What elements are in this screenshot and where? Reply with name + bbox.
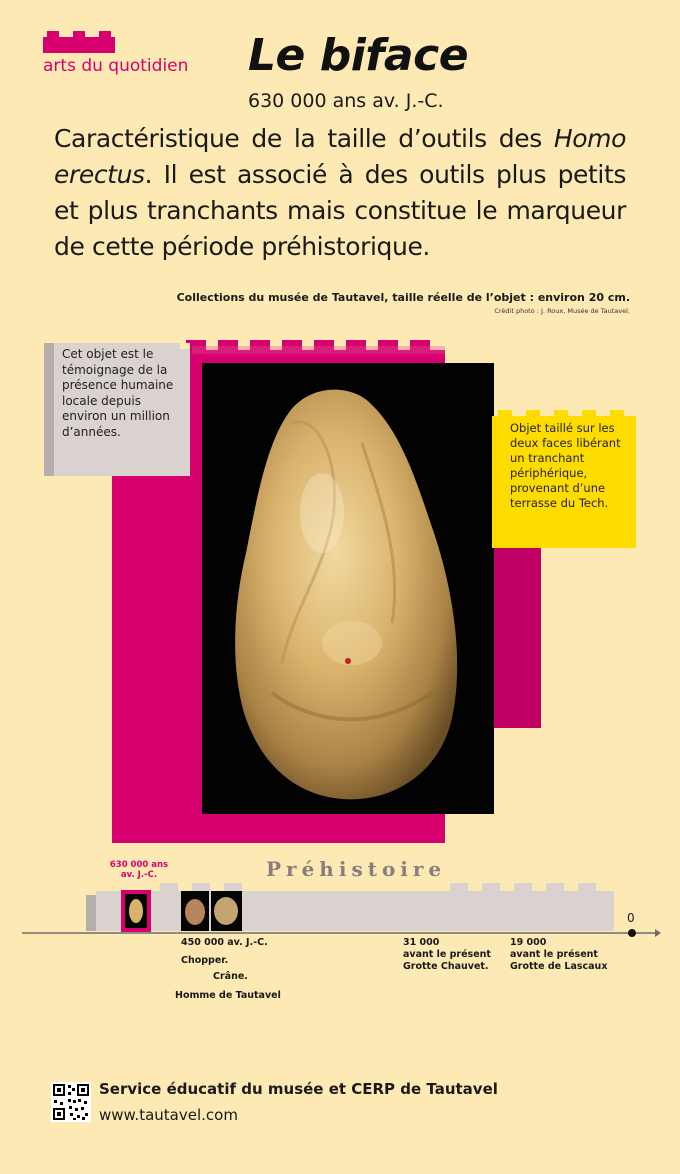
species-name: Homo erectus <box>54 124 626 189</box>
intro-paragraph: Caractéristique de la taille d’outils des Homo erectus. Il est associé à des outils plus petits et plus tranchants mais constitue le marqueur de cette période préhistorique. <box>54 124 626 261</box>
logo-bricks-icon <box>43 31 115 53</box>
photo-credit: Crédit photo : J. Roux, Musée de Tautavel. <box>494 307 630 315</box>
biface-photo <box>202 363 494 814</box>
label-homme-tautavel: Homme de Tautavel <box>175 990 281 1001</box>
label-crane: Crâne. <box>213 971 248 982</box>
period-label: Préhistoire <box>266 857 447 881</box>
footer-website-link[interactable]: www.tautavel.com <box>99 1106 238 1124</box>
label-450000: 450 000 av. J.-C. <box>181 937 268 948</box>
timeline-marker-label: 630 000 ans av. J.-C. <box>109 860 169 880</box>
section-label: arts du quotidien <box>43 56 189 76</box>
footer-organization: Service éducatif du musée et CERP de Tautavel <box>99 1080 498 1098</box>
qr-code-icon[interactable] <box>51 1082 91 1122</box>
biface-stone-illustration <box>202 363 494 814</box>
grey-note-text: Cet objet est le témoignage de la présence humaine locale depuis environ un million d’années. <box>62 347 174 439</box>
page-title: Le biface <box>248 30 469 81</box>
label-chauvet: 31 000 avant le présent Grotte Chauvet. <box>403 937 491 972</box>
timeline-zero: 0 <box>627 911 635 925</box>
date-label: 630 000 ans av. J.-C. <box>248 90 444 112</box>
label-chopper: Chopper. <box>181 955 229 966</box>
collections-caption: Collections du musée de Tautavel, taille réelle de l’objet : environ 20 cm. <box>176 291 630 304</box>
label-lascaux: 19 000 avant le présent Grotte de Lascaux <box>510 937 608 972</box>
yellow-note-text: Objet taillé sur les deux faces libérant un tranchant périphérique, provenant d’une terrasse du Tech. <box>510 421 621 510</box>
